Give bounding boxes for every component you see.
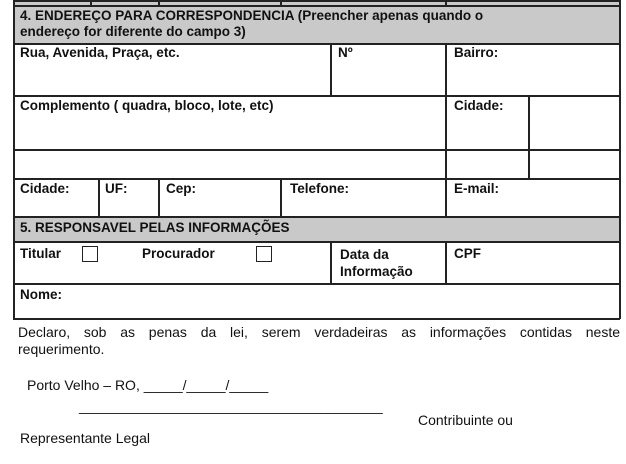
attorney-checkbox[interactable] bbox=[256, 246, 272, 262]
vline bbox=[445, 95, 447, 179]
signature-line: _______________________________________ bbox=[79, 398, 383, 414]
cep-label: Cep: bbox=[166, 181, 196, 196]
hline bbox=[13, 318, 620, 320]
vline bbox=[280, 178, 282, 217]
holder-label: Titular bbox=[20, 246, 62, 261]
city-label-right: Cidade: bbox=[454, 98, 504, 113]
vline bbox=[90, 0, 92, 6]
vline bbox=[158, 178, 160, 217]
date-label-line2: Informação bbox=[340, 264, 413, 279]
vline bbox=[445, 178, 447, 217]
hline bbox=[13, 5, 620, 7]
phone-label: Telefone: bbox=[290, 181, 350, 196]
declaration-line2: requerimento. bbox=[18, 341, 105, 357]
vline bbox=[445, 0, 447, 6]
signer-line1: Contribuinte ou bbox=[418, 412, 513, 428]
email-label: E-mail: bbox=[454, 181, 500, 196]
vline bbox=[158, 0, 160, 6]
section5-title: 5. RESPONSAVEL PELAS INFORMAÇÕES bbox=[20, 220, 290, 235]
place-date: Porto Velho – RO, _____/_____/_____ bbox=[27, 377, 269, 393]
vline bbox=[619, 0, 621, 319]
section4-title-line1: 4. ENDEREÇO PARA CORRESPONDENCIA (Preencher apenas quando o bbox=[20, 8, 484, 23]
hline bbox=[13, 283, 620, 285]
signer-line2: Representante Legal bbox=[20, 430, 150, 446]
vline bbox=[330, 43, 332, 96]
holder-checkbox[interactable] bbox=[82, 246, 98, 262]
date-label-line1: Data da bbox=[340, 247, 389, 262]
vline bbox=[98, 178, 100, 217]
section4-title-line2: endereço for diferente do campo 3) bbox=[20, 24, 246, 39]
street-label: Rua, Avenida, Praça, etc. bbox=[20, 45, 180, 60]
hline bbox=[13, 0, 620, 2]
vline bbox=[445, 241, 447, 284]
vline bbox=[330, 241, 332, 284]
name-label: Nome: bbox=[20, 287, 63, 302]
uf-label: UF: bbox=[105, 181, 128, 196]
cpf-label: CPF bbox=[454, 246, 481, 261]
neighborhood-label: Bairro: bbox=[454, 45, 499, 60]
vline bbox=[445, 43, 447, 96]
hline bbox=[13, 216, 620, 218]
city-label: Cidade: bbox=[20, 181, 70, 196]
vline bbox=[528, 95, 530, 179]
number-label: Nº bbox=[338, 45, 353, 60]
attorney-label: Procurador bbox=[142, 246, 215, 261]
complement-label: Complemento ( quadra, bloco, lote, etc) bbox=[20, 98, 274, 113]
declaration-line1: Declaro, sob as penas da lei, serem verdadeiras as informações contidas neste bbox=[18, 324, 620, 340]
hline bbox=[13, 241, 620, 243]
vline bbox=[280, 0, 282, 6]
vline bbox=[13, 0, 15, 319]
